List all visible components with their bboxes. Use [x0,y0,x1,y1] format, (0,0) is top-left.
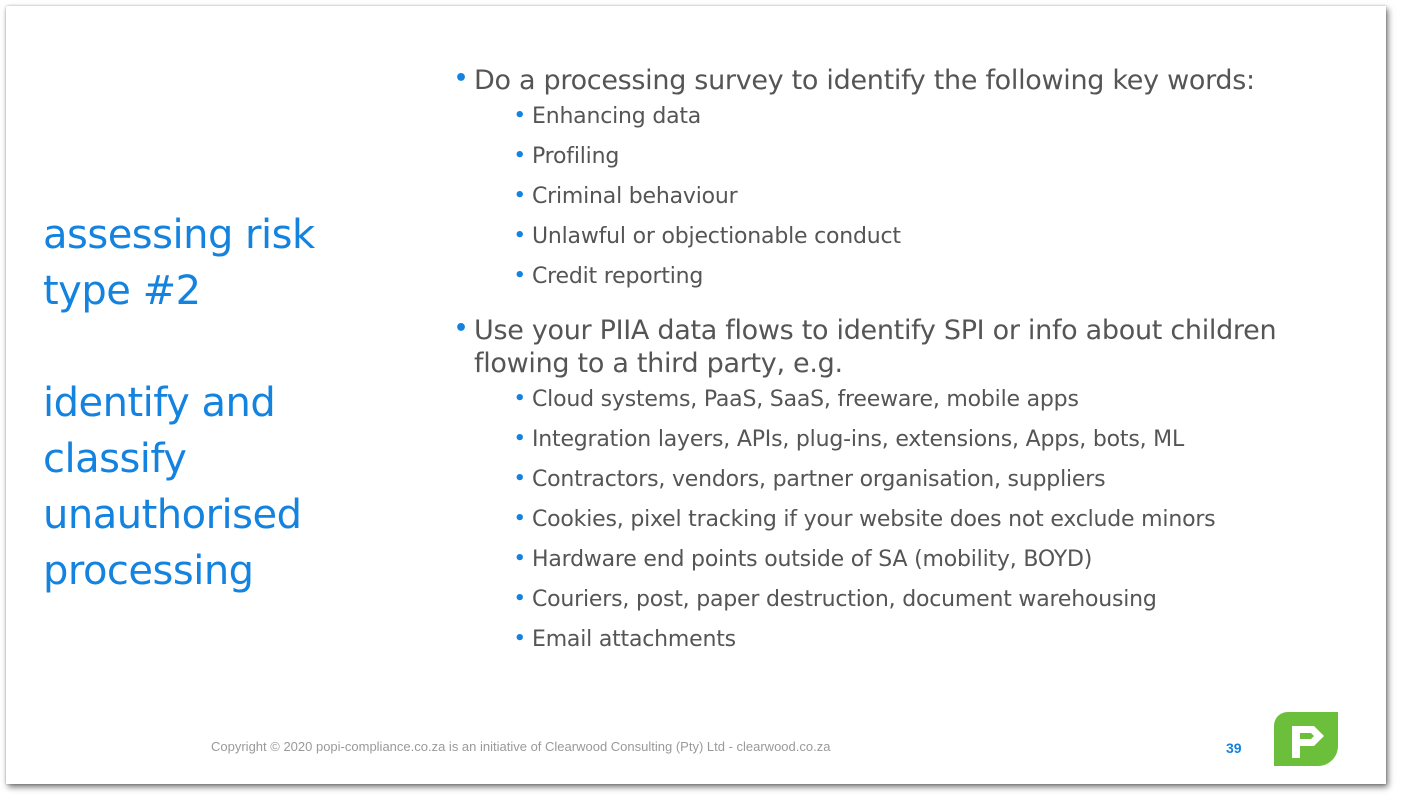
bullet-dot-icon: • [514,588,526,609]
title-line: assessing risk [43,212,315,258]
bullet-dot-icon: • [514,628,526,649]
title-line: type #2 [43,268,201,314]
sub-bullet-text: Profiling [532,144,620,169]
sub-bullet-text: Contractors, vendors, partner organisation, suppliers [532,467,1106,492]
sub-bullet-text: Cloud systems, PaaS, SaaS, freeware, mobile apps [532,387,1079,412]
sub-bullet-text: Email attachments [532,627,736,652]
page-number: 39 [1226,740,1242,756]
bullet-group-processing-survey [454,64,1354,297]
bullet-dot-icon: • [454,316,468,341]
sub-bullet-item [454,500,1354,540]
sub-bullet-item [454,177,1354,217]
bullet-dot-icon: • [514,145,526,166]
bullet-group-piia-data-flows [454,314,1354,660]
bullet-list [454,64,1354,660]
green-flag-p-logo-icon [1274,712,1340,768]
logo-svg [1274,712,1340,768]
bullet-item [454,64,1354,97]
bullet-dot-icon: • [514,105,526,126]
sub-bullet-item [454,620,1354,660]
sub-bullet-item [454,217,1354,257]
bullet-item [454,314,1354,380]
sub-bullet-text: Hardware end points outside of SA (mobility, BOYD) [532,547,1093,572]
bullet-dot-icon: • [514,225,526,246]
presentation-slide [6,6,1386,784]
title-line: unauthorised [43,492,302,538]
bullet-dot-icon: • [514,508,526,529]
sub-bullet-text: Criminal behaviour [532,184,738,209]
title-line: identify and [43,380,276,426]
bullet-text: Use your PIIA data flows to identify SPI or info about children [474,315,1277,346]
sub-bullet-item [454,380,1354,420]
bullet-dot-icon: • [514,548,526,569]
sub-bullet-item [454,97,1354,137]
title-line: classify [43,436,187,482]
bullet-dot-icon: • [514,185,526,206]
bullet-dot-icon: • [514,468,526,489]
sub-bullet-text: Integration layers, APIs, plug-ins, extensions, Apps, bots, ML [532,427,1185,452]
sub-bullet-text: Cookies, pixel tracking if your website does not exclude minors [532,507,1216,532]
sub-bullet-text: Unlawful or objectionable conduct [532,224,901,249]
sub-bullet-item [454,257,1354,297]
sub-bullet-text: Enhancing data [532,104,702,129]
bullet-dot-icon: • [454,66,468,91]
sub-bullet-item [454,580,1354,620]
bullet-text: Do a processing survey to identify the following key words: [474,65,1255,96]
bullet-text-continued: flowing to a third party, e.g. [474,348,843,379]
slide-title-primary [43,207,315,319]
sub-bullet-item [454,137,1354,177]
bullet-dot-icon: • [514,388,526,409]
sub-bullet-text: Couriers, post, paper destruction, document warehousing [532,587,1157,612]
sub-bullet-item [454,540,1354,580]
slide-footer-copyright: Copyright © 2020 popi-compliance.co.za is an initiative of Clearwood Consulting (Pty) Ltd - clearwood.co.za [211,739,831,754]
bullet-dot-icon: • [514,428,526,449]
title-line: processing [43,548,254,594]
sub-bullet-item [454,460,1354,500]
sub-bullet-text: Credit reporting [532,264,704,289]
sub-bullet-item [454,420,1354,460]
bullet-dot-icon: • [514,265,526,286]
slide-title-secondary [43,375,301,599]
